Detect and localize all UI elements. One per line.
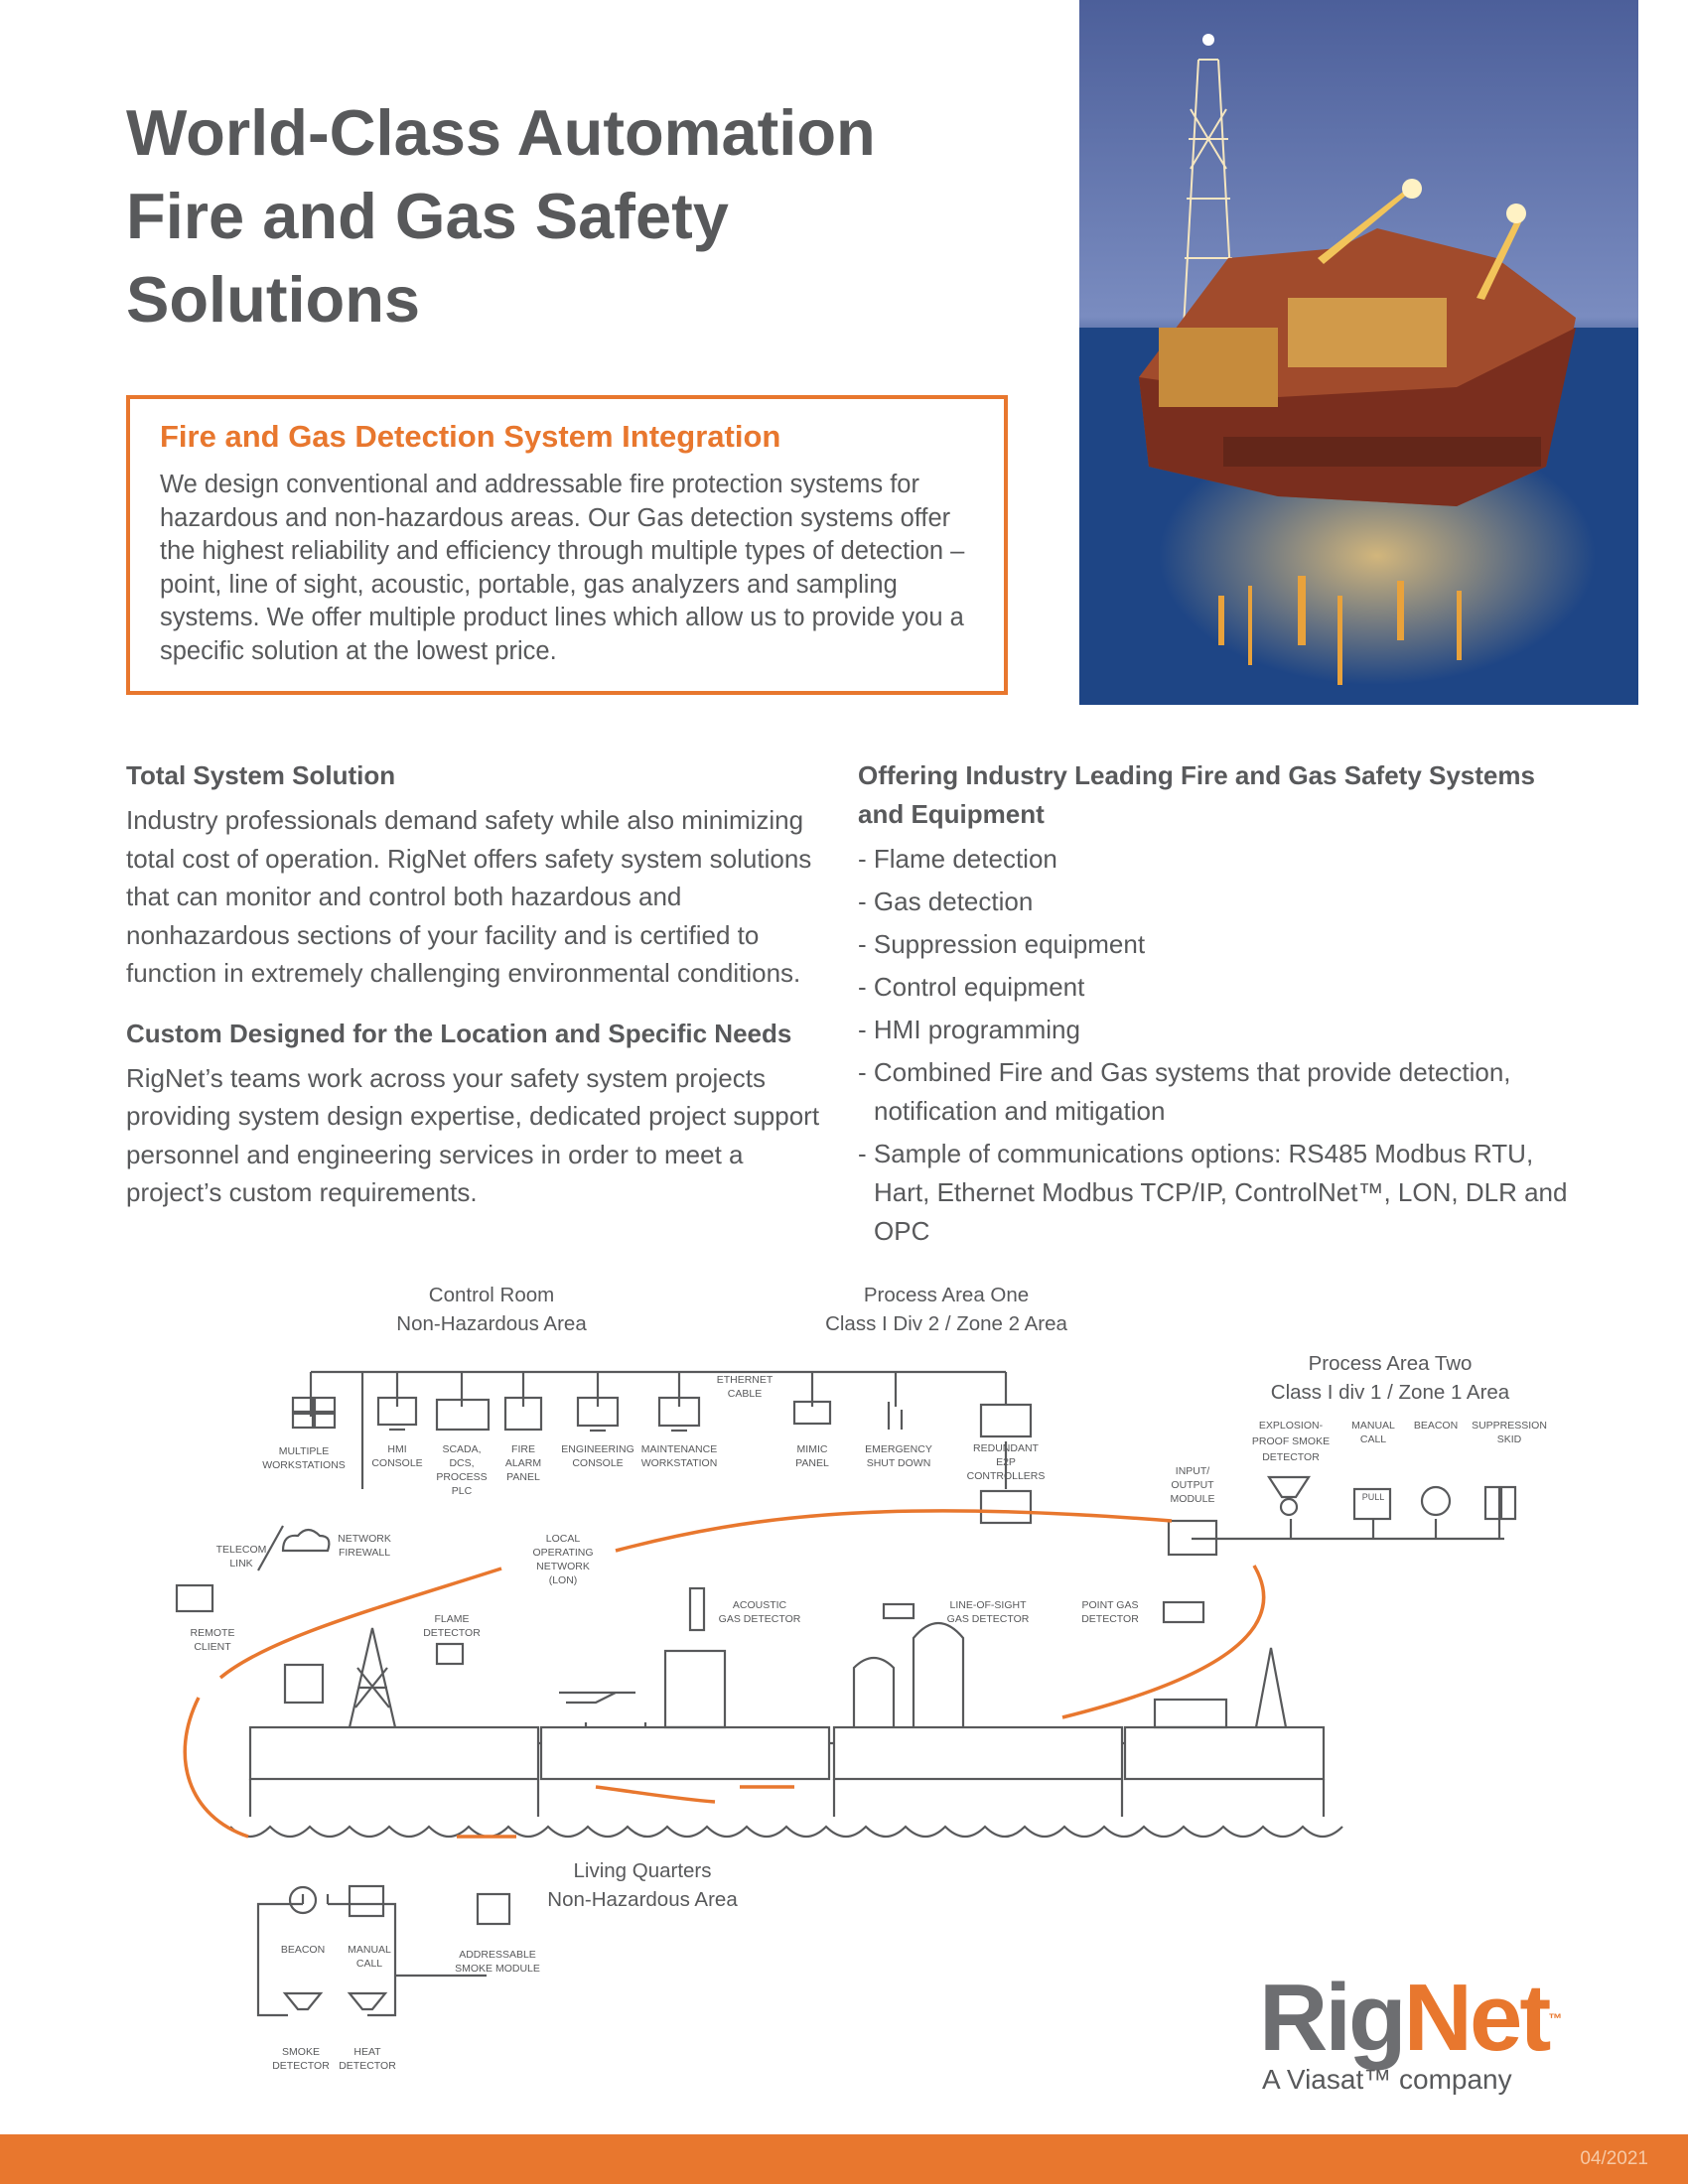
total-system-heading: Total System Solution [126,760,396,790]
right-column [858,756,1573,1255]
smoke-exp-label: EXPLOSION- [1258,1420,1324,1432]
flame-detector-label: DETECTOR [423,1627,481,1639]
flame-detector-label: FLAME [434,1613,470,1625]
fire-alarm-label: PANEL [506,1471,540,1483]
ethernet-label: CABLE [727,1388,763,1400]
controllers-label: REDUNDANT [973,1442,1039,1454]
suppression-label: SKID [1496,1433,1522,1445]
control-room-sublabel: Non-Hazardous Area [396,1312,587,1335]
left-column [126,756,831,1234]
control-room-label: Control Room [428,1284,555,1306]
integration-box [126,395,1008,695]
lq-heat-label: HEAT [353,2046,381,2058]
lon-label: NETWORK [536,1561,590,1572]
fire-alarm-label: ALARM [504,1457,542,1469]
remote-client-label: REMOTE [190,1627,235,1639]
living-quarters-label: Living Quarters [573,1859,712,1882]
controllers-label: CONTROLLERS [966,1470,1046,1482]
process-two-sublabel: Class I div 1 / Zone 1 Area [1270,1381,1510,1404]
title-line-2: Fire and Gas Safety [126,180,729,252]
pull-label: PULL [1361,1492,1385,1502]
maintenance-label: MAINTENANCE [640,1443,718,1455]
lq-heat-label: DETECTOR [339,2060,396,2072]
title-line-3: Solutions [126,263,421,336]
list-item: - Control equipment [858,972,1085,1002]
list-item: - Sample of communications options: RS485 Modbus RTU, Hart, Ethernet Modbus TCP/IP, ControlNet™, LON, DLR and OPC [858,1139,1568,1246]
lq-manual-call-label: CALL [355,1958,383,1970]
lon-label: LOCAL [545,1533,581,1545]
page-title [126,91,980,341]
fire-alarm-label: FIRE [511,1443,535,1455]
acoustic-label: GAS DETECTOR [718,1613,801,1625]
list-item: - Suppression equipment [858,929,1146,959]
system-diagram [0,1261,1688,2085]
scada-label: DCS, [449,1457,475,1469]
logo-wordmark: RigNet™ [1259,1965,1560,2071]
addressable-label: SMOKE MODULE [455,1963,540,1975]
manual-call-label: CALL [1359,1433,1387,1445]
engineering-label: CONSOLE [572,1457,624,1469]
list-item: - Gas detection [858,887,1034,916]
hmi-label: HMI [387,1443,407,1455]
process-two-label: Process Area Two [1308,1352,1473,1375]
io-module-label: MODULE [1170,1493,1215,1505]
esd-label: EMERGENCY [865,1443,932,1455]
controllers-label: E2P [996,1456,1016,1468]
custom-design-heading: Custom Designed for the Location and Specific Needs [126,1018,792,1048]
lq-beacon-label: BEACON [280,1944,326,1956]
lq-manual-call-label: MANUAL [348,1944,391,1956]
rignet-logo [1259,1965,1587,2096]
integration-body: We design conventional and addressable fire protection systems for hazardous and non-hazardous areas. Our Gas detection systems offer the highest reliability and efficiency through multiple types of detection – point, line of sight, acoustic, portable, gas analyzers and sampling systems. We offer multiple product lines which allow us to provide you a specific solution at the lowest price. [160,471,965,665]
suppression-label: SUPPRESSION [1472,1420,1547,1432]
scada-label: PLC [451,1485,473,1497]
lon-label: (LON) [548,1574,578,1586]
logo-tagline: A Viasat™ company [1262,2064,1512,2095]
mimic-label: MIMIC [796,1443,828,1455]
mimic-label: PANEL [795,1457,829,1469]
acoustic-label: ACOUSTIC [732,1599,787,1611]
io-module-label: INPUT/ [1175,1465,1210,1477]
hmi-label: CONSOLE [371,1457,423,1469]
point-gas-label: POINT GAS [1081,1599,1139,1611]
lon-label: OPERATING [532,1547,594,1559]
offshore-rig-photo [1079,0,1638,705]
scada-label: PROCESS [436,1471,488,1483]
esd-label: SHUT DOWN [866,1457,931,1469]
total-system-body: Industry professionals demand safety while also minimizing total cost of operation. RigNet offers safety system solutions that can monitor and control both hazardous and nonhazardous sections of your facility and is certified to function in extremely challenging environmental conditions. [126,805,812,988]
integration-heading: Fire and Gas Detection System Integration [160,419,781,454]
remote-client-label: CLIENT [194,1641,231,1653]
offering-heading: Offering Industry Leading Fire and Gas Safety Systems and Equipment [858,760,1535,829]
workstations-label: WORKSTATIONS [262,1459,346,1471]
engineering-label: ENGINEERING [561,1443,634,1455]
firewall-label: FIREWALL [338,1547,391,1559]
los-label: LINE-OF-SIGHT [949,1599,1027,1611]
beacon-label: BEACON [1413,1420,1459,1432]
list-item: - HMI programming [858,1015,1080,1044]
process-one-label: Process Area One [863,1284,1030,1306]
maintenance-label: WORKSTATION [640,1457,718,1469]
smoke-exp-label: PROOF SMOKE [1251,1435,1331,1447]
telecom-label: LINK [229,1558,253,1570]
smoke-exp-label: DETECTOR [1262,1451,1320,1463]
process-one-sublabel: Class I Div 2 / Zone 2 Area [825,1312,1067,1335]
firewall-label: NETWORK [338,1533,391,1545]
list-item: - Flame detection [858,844,1057,874]
living-quarters-sublabel: Non-Hazardous Area [547,1888,738,1911]
los-label: GAS DETECTOR [946,1613,1030,1625]
addressable-label: ADDRESSABLE [459,1949,536,1961]
lq-smoke-label: SMOKE [282,2046,320,2058]
workstations-label: MULTIPLE [278,1445,330,1457]
title-line-1: World-Class Automation [126,96,876,169]
custom-design-body: RigNet’s teams work across your safety system projects providing system design expertise, dedicated project support personnel and engineering services in order to meet a project’s custom requirements. [126,1062,820,1207]
offering-list [858,840,1573,1251]
list-item: - Combined Fire and Gas systems that provide detection, notification and mitigation [858,1057,1511,1126]
point-gas-label: DETECTOR [1081,1613,1139,1625]
scada-label: SCADA, [442,1443,482,1455]
footer-date: 04/2021 [1580,2148,1648,2169]
io-module-label: OUTPUT [1171,1479,1214,1491]
telecom-label: TELECOM [215,1544,267,1556]
ethernet-label: ETHERNET [716,1374,774,1386]
lq-smoke-label: DETECTOR [272,2060,330,2072]
manual-call-label: MANUAL [1351,1420,1395,1432]
footer-bar [0,2134,1688,2184]
